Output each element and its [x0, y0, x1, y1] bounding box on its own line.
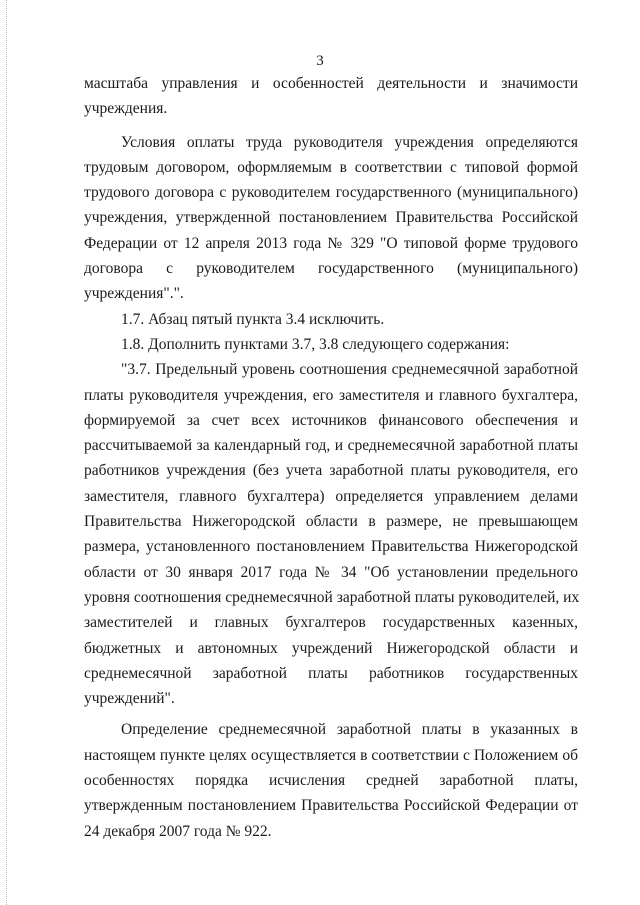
paragraph-payment-conditions	[84, 130, 578, 307]
text-line: заместителя, главного бухгалтера) определяется управлением делами	[84, 487, 578, 505]
text-line: трудовым договором, оформляемым в соответствии с типовой формой	[84, 158, 578, 176]
text-line: уровня соотношения среднемесячной заработной платы руководителей, их	[84, 588, 580, 606]
paragraph-item-1-8	[84, 332, 578, 357]
paragraph-item-3-7	[84, 357, 578, 711]
text-line: 1.8. Дополнить пунктами 3.7, 3.8 следующего содержания:	[121, 335, 510, 353]
paragraph-average-wage-definition	[84, 717, 578, 843]
text-line: Условия оплаты труда руководителя учреждения определяются	[121, 133, 578, 151]
paragraph-item-1-7	[84, 307, 578, 332]
text-line: формируемой за счет всех источников финансового обеспечения и	[84, 411, 578, 429]
text-line: учреждений".	[84, 690, 175, 708]
text-line: области от 30 января 2017 года № 34 "Об установлении предельного	[84, 563, 578, 581]
text-line: настоящем пункте целях осуществляется в соответствии с Положением об	[84, 746, 578, 764]
text-line: трудового договора с руководителем государственного (муниципального)	[84, 184, 578, 202]
text-line: платы руководителя учреждения, его заместителя и главного бухгалтера,	[84, 386, 578, 404]
text-line: Правительства Нижегородской области в размере, не превышающем	[84, 513, 578, 531]
text-line: масштаба управления и особенностей деятельности и значимости	[84, 75, 578, 92]
text-line: рассчитываемой за календарный год, и среднемесячной заработной платы	[84, 437, 578, 455]
text-line: учреждения, утвержденной постановлением Правительства Российской	[84, 209, 578, 227]
text-line: учреждения.	[84, 100, 168, 118]
left-margin-dotted-line	[6, 0, 8, 905]
text-line: особенностях порядка исчисления средней заработной платы,	[84, 772, 578, 790]
text-line: среднемесячной заработной платы работников государственных	[84, 664, 578, 682]
text-line: 1.7. Абзац пятый пункта 3.4 исключить.	[121, 310, 385, 328]
text-line: "3.7. Предельный уровень соотношения среднемесячной заработной	[121, 361, 578, 379]
text-line: утвержденным постановлением Правительства Российской Федерации от	[84, 797, 578, 815]
text-line: учреждения".".	[84, 285, 184, 303]
text-line: размера, установленного постановлением Правительства Нижегородской	[84, 538, 578, 556]
text-line: 24 декабря 2007 года № 922.	[84, 822, 272, 840]
text-line: Определение среднемесячной заработной платы в указанных в	[121, 721, 578, 739]
text-line: работников учреждения (без учета заработной платы руководителя, его	[84, 462, 578, 480]
text-line: бюджетных и автономных учреждений Нижегородской области и	[84, 639, 578, 657]
text-line: Федерации от 12 апреля 2013 года № 329 "О типовой форме трудового	[84, 234, 578, 252]
paragraph-continuation	[84, 71, 578, 122]
page-number: 3	[316, 53, 324, 69]
text-line: договора с руководителем государственного (муниципального)	[84, 260, 578, 278]
text-line: заместителей и главных бухгалтеров государственных казенных,	[84, 614, 578, 632]
document-body	[84, 71, 578, 844]
